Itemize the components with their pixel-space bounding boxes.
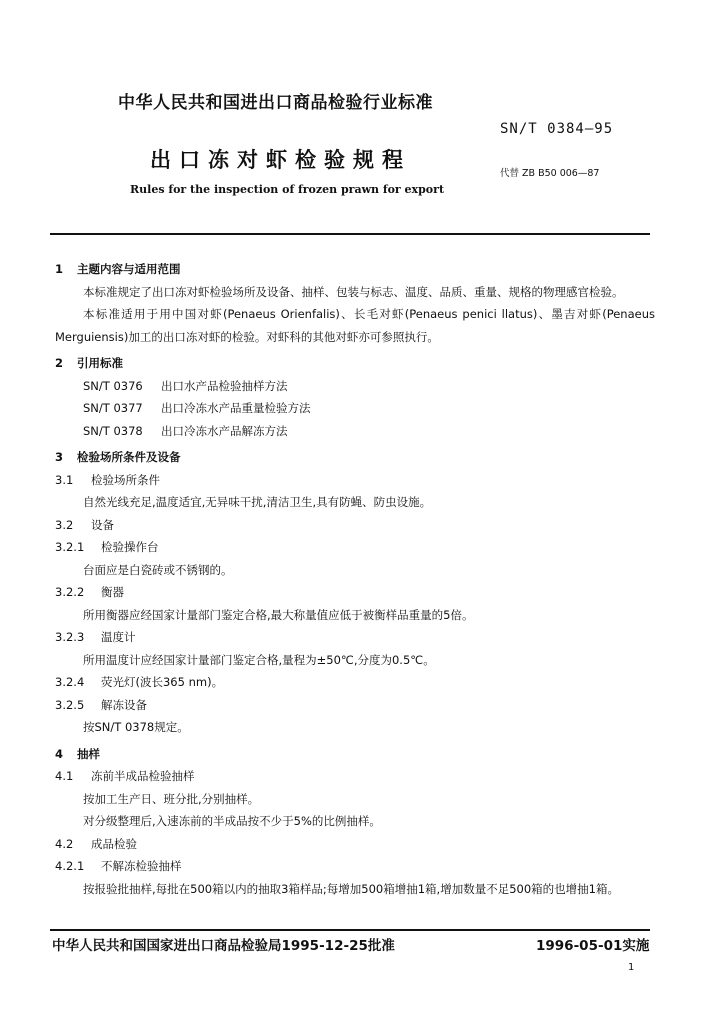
reference-name: 出口冷冻水产品重量检验方法	[161, 401, 311, 415]
subsection-title: 成品检验	[91, 836, 137, 851]
subsection-3-2-heading	[55, 514, 655, 537]
section-title: 引用标准	[77, 356, 123, 370]
standard-number: SN/T 0384—95	[500, 121, 614, 137]
subsection-3-2-5-heading	[55, 694, 655, 717]
reference-code: SN/T 0378	[83, 423, 143, 438]
subsection-3-1-text: 自然光线充足,温度适宜,无异味干扰,清洁卫生,具有防蝇、防虫设施。	[83, 495, 432, 509]
reference-name: 出口冷冻水产品解冻方法	[161, 423, 288, 438]
subsection-4-1-heading	[55, 765, 655, 788]
reference-name: 出口水产品检验抽样方法	[161, 378, 288, 393]
subsection-3-2-2-heading	[55, 581, 655, 604]
reference-code: SN/T 0377	[83, 401, 143, 415]
subsection-number: 4.2	[55, 836, 74, 851]
subsection-4-2-1-text: 按报验批抽样,每批在500箱以内的抽取3箱样品;每增加500箱增抽1箱,增加数量不足500箱的也增抽1箱。	[83, 881, 619, 896]
document-title: 出口冻对虾检验规程	[150, 148, 411, 172]
reference-item	[55, 375, 655, 398]
section-1-paragraph-2: 本标准适用于用中国对虾(Penaeus Orienfalis)、长毛对虾(Penaeus penici llatus)、墨吉对虾(Penaeus Merguiensis)加工的出口冻对虾的检验。对虾科的其他对虾亦可参照执行。	[55, 307, 655, 344]
section-1-paragraph-1: 本标准规定了出口冻对虾检验场所及设备、抽样、包装与标志、温度、品质、重量、规格的物理感官检验。	[83, 284, 624, 299]
section-number: 3	[55, 450, 64, 464]
section-3-heading	[55, 446, 655, 469]
subsection-number: 3.2	[55, 517, 74, 532]
subsection-4-2-heading	[55, 833, 655, 856]
header-divider	[50, 233, 650, 235]
subsection-title: 解冻设备	[101, 697, 147, 712]
subsection-title: 温度计	[101, 630, 136, 644]
section-number: 2	[55, 356, 64, 370]
reference-code: SN/T 0376	[83, 378, 143, 393]
reference-item	[55, 397, 655, 420]
subsection-3-2-4-heading	[55, 671, 655, 694]
subsection-title: 衡器	[101, 585, 124, 599]
section-number: 4	[55, 746, 64, 761]
subsection-3-1-heading	[55, 469, 655, 492]
subsection-number: 4.2.1	[55, 859, 85, 873]
subsection-3-2-3-heading	[55, 626, 655, 649]
effective-date: 1996-05-01实施	[536, 938, 650, 954]
subsection-4-2-1-heading	[55, 855, 655, 878]
page-number: 1	[628, 962, 635, 973]
section-title: 主题内容与适用范围	[77, 262, 181, 276]
section-title: 抽样	[77, 746, 100, 761]
subsection-3-2-1-heading	[55, 536, 655, 559]
section-4-heading	[55, 743, 655, 766]
subsection-3-2-2-text: 所用衡器应经国家计量部门鉴定合格,最大称量值应低于被衡样品重量的5倍。	[83, 607, 474, 622]
section-number: 1	[55, 262, 64, 276]
subsection-3-2-3-text: 所用温度计应经国家计量部门鉴定合格,量程为±50℃,分度为0.5℃。	[83, 652, 435, 667]
subsection-number: 3.2.4	[55, 675, 85, 689]
issuer-approval: 中华人民共和国国家进出口商品检验局1995-12-25批准	[52, 938, 395, 954]
section-1-heading	[55, 258, 655, 281]
subsection-title: 检验操作台	[101, 540, 159, 554]
subsection-3-2-5-text: 按SN/T 0378规定。	[83, 720, 189, 734]
section-title: 检验场所条件及设备	[77, 450, 181, 464]
document-body	[55, 254, 655, 900]
reference-item	[55, 420, 655, 443]
replaces-note: 代替 ZB B50 006—87	[500, 168, 600, 179]
subsection-4-1-text-2: 对分级整理后,入速冻前的半成品按不少于5%的比例抽样。	[83, 814, 381, 828]
subsection-title: 不解冻检验抽样	[101, 859, 182, 873]
footer-divider	[50, 929, 650, 931]
subsection-title: 设备	[91, 517, 114, 532]
org-title: 中华人民共和国进出口商品检验行业标准	[118, 93, 433, 113]
subsection-number: 4.1	[55, 769, 74, 783]
subsection-title: 荧光灯(波长365 nm)。	[101, 675, 224, 689]
subsection-title: 冻前半成品检验抽样	[91, 769, 195, 783]
english-title: Rules for the inspection of frozen prawn for export	[130, 183, 445, 196]
subsection-number: 3.2.1	[55, 540, 85, 554]
subsection-number: 3.2.2	[55, 585, 85, 599]
section-2-heading	[55, 352, 655, 375]
subsection-number: 3.1	[55, 472, 74, 487]
subsection-number: 3.2.5	[55, 697, 85, 712]
subsection-number: 3.2.3	[55, 630, 85, 644]
subsection-title: 检验场所条件	[91, 472, 160, 487]
subsection-3-2-1-text: 台面应是白瓷砖或不锈钢的。	[83, 562, 233, 577]
subsection-4-1-text-1: 按加工生产日、班分批,分别抽样。	[83, 791, 260, 806]
